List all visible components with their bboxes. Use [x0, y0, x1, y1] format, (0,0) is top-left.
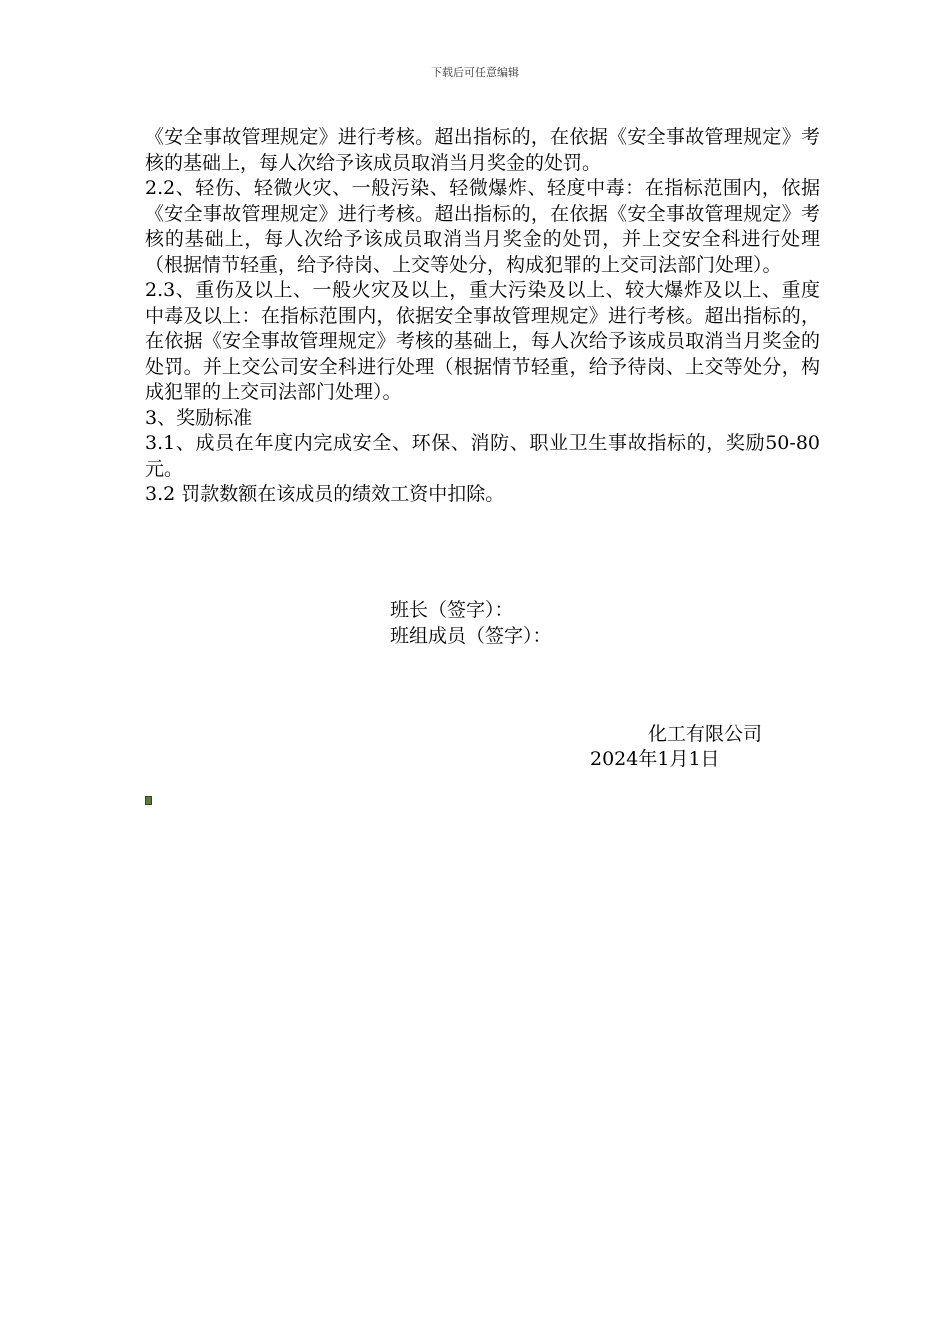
leader-signature-label: 班长（签字）： [390, 599, 514, 621]
header-note: 下载后可任意编辑 [431, 66, 519, 79]
paragraph-2-3-major-incidents: 2.3、重伤及以上、一般火灾及以上，重大污染及以上、较大爆炸及以上、重度中毒及以上：在指标范围内，依据安全事故管理规定》进行考核。超出指标的，在依据《安全事故管理规定》考核的基础上，每人次给予该成员取消当月奖金的处罚。并上交公司安全科进行处理（根据情节轻重，给予待岗、上交等处分，构成犯罪的上交司法部门处理）。 [145, 279, 820, 403]
paragraph-2-2-minor-incidents: 2.2、轻伤、轻微火灾、一般污染、轻微爆炸、轻度中毒：在指标范围内，依据《安全事故管理规定》进行考核。超出指标的，在依据《安全事故管理规定》考核的基础上，每人次给予该成员取消当月奖金的处罚，并上交安全科进行处理（根据情节轻重，给予待岗、上交等处分，构成犯罪的上交司法部门处理）。 [145, 177, 820, 276]
document-date: 2024年1月1日 [590, 748, 720, 770]
paragraph-3-2-deduction: 3.2 罚款数额在该成员的绩效工资中扣除。 [145, 483, 505, 505]
embedded-object-icon [145, 796, 152, 805]
members-signature-label: 班组成员（签字）： [390, 624, 552, 647]
section-heading-rewards: 3、奖励标准 [145, 406, 253, 429]
paragraph-3-1-reward: 3.1、成员在年度内完成安全、环保、消防、职业卫生事故指标的，奖励50-80元。 [145, 432, 820, 480]
paragraph-assessment-continued: 《安全事故管理规定》进行考核。超出指标的，在依据《安全事故管理规定》考核的基础上，每人次给予该成员取消当月奖金的处罚。 [145, 126, 820, 174]
signature-block [390, 598, 552, 649]
company-name: 化工有限公司 [648, 723, 763, 745]
document-body [145, 125, 820, 508]
